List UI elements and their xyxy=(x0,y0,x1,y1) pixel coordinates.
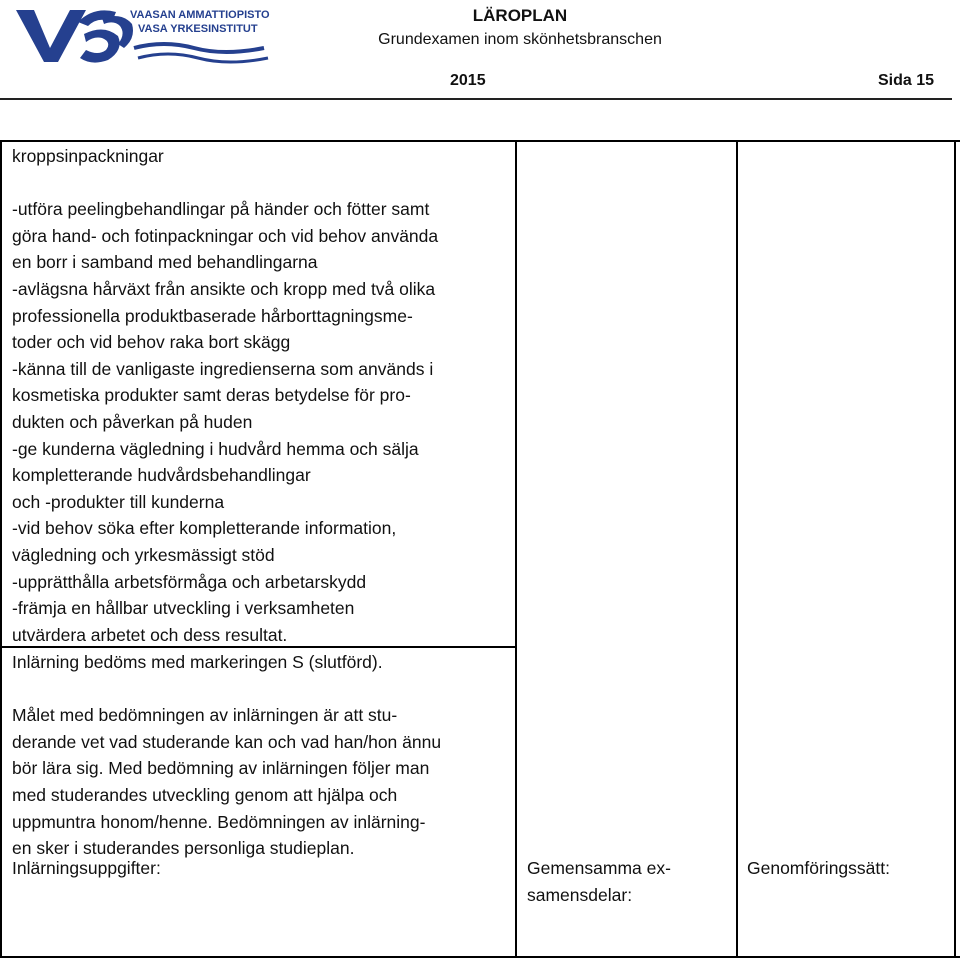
table-divider-2 xyxy=(736,140,738,958)
text-line: bör lära sig. Med bedömning av inlärningen följer man xyxy=(12,758,430,779)
text-line: kosmetiska produkter samt deras betydelse för pro- xyxy=(12,385,411,406)
text-line: samensdelar: xyxy=(527,884,633,905)
text-line: Gemensamma ex- xyxy=(527,858,671,878)
document-year: 2015 xyxy=(450,72,486,89)
document-subtitle: Grundexamen inom skönhetsbranschen xyxy=(378,31,662,48)
text-line xyxy=(12,170,438,197)
assessment-text xyxy=(12,649,441,862)
implementation-method-label: Genomföringssätt: xyxy=(747,858,890,878)
text-line: toder och vid behov raka bort skägg xyxy=(12,332,291,353)
text-line: -ge kunderna vägledning i hudvård hemma och sälja xyxy=(12,438,419,459)
svg-text:VAASAN AMMATTIOPISTO: VAASAN AMMATTIOPISTO xyxy=(130,9,270,21)
text-line: vägledning och yrkesmässigt stöd xyxy=(12,544,275,565)
page-number: Sida 15 xyxy=(878,72,935,89)
learning-tasks-label: Inlärningsuppgifter: xyxy=(12,858,161,878)
text-line: dukten och påverkan på huden xyxy=(12,411,253,432)
text-line: kroppsinpackningar xyxy=(12,146,164,166)
table-border-left xyxy=(0,140,2,958)
text-line: kompletterande hudvårdsbehandlingar xyxy=(12,465,311,486)
text-line: och -produkter till kunderna xyxy=(12,491,225,512)
table-border-right xyxy=(954,140,956,958)
text-line: uppmuntra honom/henne. Bedömningen av inlärning- xyxy=(12,811,426,832)
table-border-bottom xyxy=(0,956,960,958)
school-logo xyxy=(14,4,294,68)
text-line: Inlärning bedöms med markeringen S (slutförd). xyxy=(12,652,383,672)
text-line: utvärdera arbetet och dess resultat. xyxy=(12,624,288,645)
text-line: en borr i samband med behandlingarna xyxy=(12,252,318,273)
text-line: med studerandes utveckling genom att hjälpa och xyxy=(12,784,398,805)
text-line: en sker i studerandes personliga studieplan. xyxy=(12,838,355,859)
logo-emblem-icon xyxy=(14,4,294,68)
svg-text:VASA YRKESINSTITUT: VASA YRKESINSTITUT xyxy=(138,23,258,35)
text-line: -främja en hållbar utveckling i verksamheten xyxy=(12,598,355,619)
text-line: professionella produktbaserade hårborttagningsme- xyxy=(12,305,413,326)
text-line: -utföra peelingbehandlingar på händer och fötter samt xyxy=(12,199,430,220)
text-line: göra hand- och fotinpackningar och vid behov använda xyxy=(12,225,439,246)
text-line: -upprätthålla arbetsförmåga och arbetarskydd xyxy=(12,571,367,592)
text-line: derande vet vad studerande kan och vad han/hon ännu xyxy=(12,731,442,752)
common-exam-parts-label xyxy=(527,855,671,908)
table-divider-1 xyxy=(515,140,517,958)
header-rule xyxy=(0,98,952,100)
text-line xyxy=(12,676,441,703)
text-line: -känna till de vanligaste ingredienserna som används i xyxy=(12,358,434,379)
text-line: -vid behov söka efter kompletterande information, xyxy=(12,518,397,539)
text-line: -avlägsna hårväxt från ansikte och kropp med två olika xyxy=(12,278,436,299)
learning-objectives-text xyxy=(12,143,438,648)
text-line: Målet med bedömningen av inlärningen är att stu- xyxy=(12,705,398,726)
document-title: LÄROPLAN xyxy=(472,6,568,25)
document-header xyxy=(330,4,710,50)
table-border-top xyxy=(0,140,960,142)
